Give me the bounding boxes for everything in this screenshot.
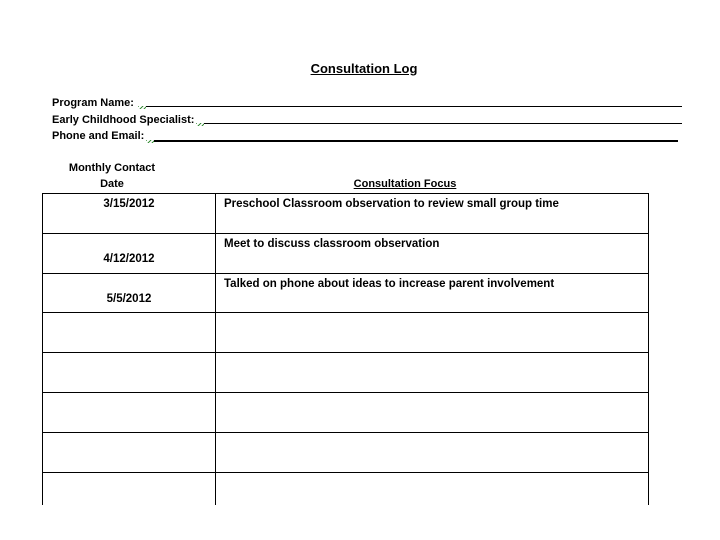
date-value: 5/5/2012 xyxy=(106,292,152,305)
program-name-line[interactable] xyxy=(146,106,682,107)
focus-value: Preschool Classroom observation to review small group time xyxy=(224,198,559,210)
table-row xyxy=(43,432,649,472)
date-cell[interactable] xyxy=(43,233,216,273)
date-value: 3/15/2012 xyxy=(103,198,155,210)
phone-and-email-label: Phone and Email: xyxy=(52,130,145,142)
focus-cell[interactable] xyxy=(216,194,649,234)
table-row xyxy=(43,313,649,353)
early-childhood-specialist-label: Early Childhood Specialist: xyxy=(52,114,195,126)
program-name-label: Program Name: xyxy=(52,97,134,109)
date-cell[interactable] xyxy=(43,194,216,234)
table-row xyxy=(43,233,649,273)
date-cell[interactable] xyxy=(43,392,216,432)
document-title: Consultation Log xyxy=(310,61,418,76)
table-row xyxy=(43,194,649,234)
table-row xyxy=(43,472,649,505)
date-header-line1: Monthly Contact xyxy=(68,162,156,174)
date-cell[interactable] xyxy=(43,432,216,472)
focus-cell[interactable] xyxy=(216,353,649,393)
spellcheck-mark xyxy=(196,123,204,126)
focus-cell[interactable] xyxy=(216,432,649,472)
early-childhood-specialist-line[interactable] xyxy=(204,123,682,124)
date-cell[interactable] xyxy=(43,273,216,313)
focus-cell[interactable] xyxy=(216,273,649,313)
date-cell[interactable] xyxy=(43,472,216,505)
focus-header: Consultation Focus xyxy=(353,178,457,190)
focus-cell[interactable] xyxy=(216,313,649,353)
table-row xyxy=(43,273,649,313)
date-header-line2: Date xyxy=(100,178,124,190)
date-cell[interactable] xyxy=(43,353,216,393)
table-row xyxy=(43,392,649,432)
focus-cell[interactable] xyxy=(216,392,649,432)
focus-cell[interactable] xyxy=(216,233,649,273)
consultation-log-table xyxy=(42,193,649,505)
focus-value: Meet to discuss classroom observation xyxy=(224,237,440,250)
date-cell[interactable] xyxy=(43,313,216,353)
date-value: 4/12/2012 xyxy=(103,252,155,265)
focus-cell[interactable] xyxy=(216,472,649,505)
table-row xyxy=(43,353,649,393)
spellcheck-mark xyxy=(138,106,146,109)
phone-and-email-line[interactable] xyxy=(154,140,678,142)
focus-value: Talked on phone about ideas to increase parent involvement xyxy=(224,277,555,290)
spellcheck-mark xyxy=(146,140,154,143)
